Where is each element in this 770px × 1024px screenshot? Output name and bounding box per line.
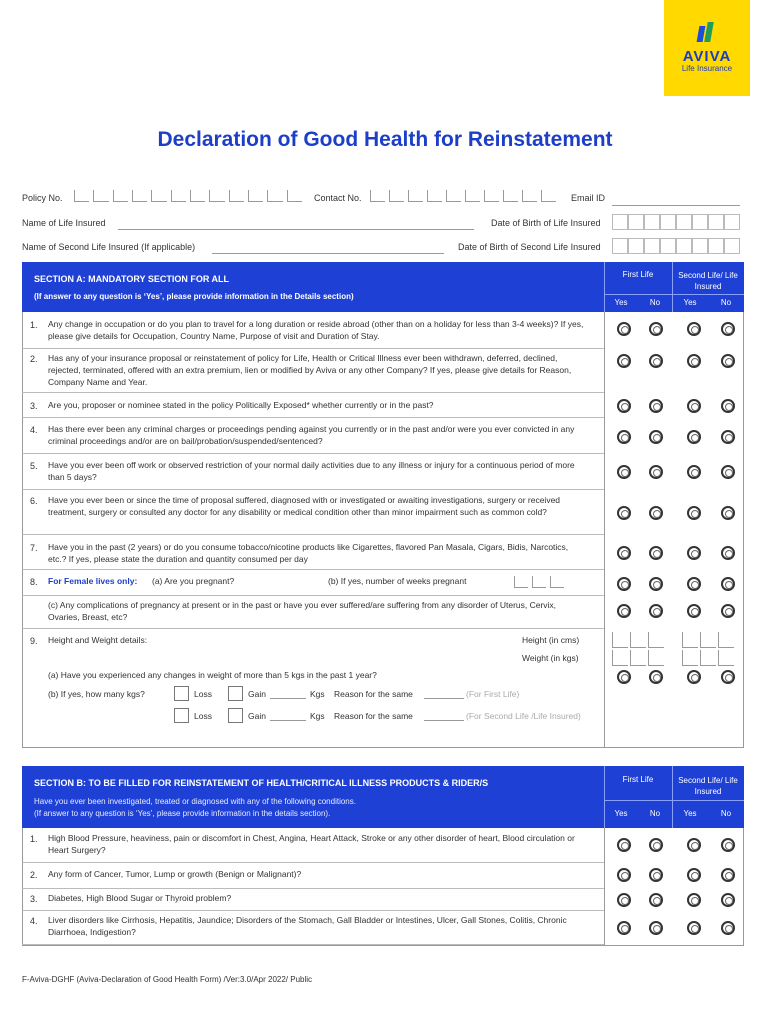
section-a-q6-first-no-radio[interactable] [649,506,663,520]
email-id-field[interactable] [612,205,740,206]
digit-box[interactable] [93,190,108,202]
row-separator [22,534,604,535]
height-first-field[interactable] [612,632,668,648]
date-digit-box[interactable] [692,214,708,230]
question-number: 4. [30,916,38,926]
digit-box[interactable] [630,632,646,648]
digit-box[interactable] [682,632,698,648]
section-a-q2-second-no-radio[interactable] [721,354,735,368]
row-separator [22,417,604,418]
dob-second-life-label: Date of Birth of Second Life Insured [458,242,601,252]
header-divider [604,294,744,295]
question-text: High Blood Pressure, heaviness, pain or discomfort in Chest, Angina, Heart Attack, Stroke or any other disorder of heart, Blood circulation or Heart Surgery? [48,833,575,855]
section-a-q4-second-no-radio[interactable] [721,430,735,444]
date-digit-box[interactable] [660,214,676,230]
date-digit-box[interactable] [612,238,628,254]
question-number: 2. [30,870,38,880]
q9-label: Height and Weight details: [48,635,148,645]
gain-checkbox[interactable] [228,708,243,723]
weight-second-field[interactable] [682,650,738,666]
section-a-q1-first-no-radio[interactable] [649,322,663,336]
date-digit-box[interactable] [676,238,692,254]
section-b-q2-second-yes-radio[interactable] [687,868,701,882]
digit-box[interactable] [648,632,664,648]
date-digit-box[interactable] [676,214,692,230]
date-digit-box[interactable] [692,238,708,254]
column-divider [604,312,605,748]
digit-box[interactable] [408,190,423,202]
reason-label: Reason for the same [334,711,413,721]
date-digit-box[interactable] [628,238,644,254]
gain-label: Gain [248,711,266,721]
section-b-q1-second-yes-radio[interactable] [687,838,701,852]
row-separator [22,910,604,911]
section-a-q6-second-yes-radio[interactable] [687,506,701,520]
section-a-q5-first-yes-radio[interactable] [617,465,631,479]
section-b-q3-first-yes-radio[interactable] [617,893,631,907]
header-divider [604,800,744,801]
section-a-q5-second-yes-radio[interactable] [687,465,701,479]
date-digit-box[interactable] [644,238,660,254]
reason-field[interactable] [424,698,464,699]
date-digit-box[interactable] [708,214,724,230]
digit-box[interactable] [612,632,628,648]
digit-box[interactable] [522,190,537,202]
digit-box[interactable] [465,190,480,202]
q9b-text: (b) If yes, how many kgs? [48,689,145,699]
digit-box[interactable] [630,650,646,666]
q9a-text: (a) Have you experienced any changes in weight of more than 5 kgs in the past 1 year? [48,670,377,680]
digit-box[interactable] [484,190,499,202]
question-number: 9. [30,636,38,646]
digit-box[interactable] [541,190,556,202]
question-number: 7. [30,543,38,553]
digit-box[interactable] [267,190,282,202]
section-a-q5-second-no-radio[interactable] [721,465,735,479]
question-text: Are you, proposer or nominee stated in the policy Politically Exposed* whether currently or in the past? [48,400,434,410]
digit-box[interactable] [648,650,664,666]
dob-life-insured-label: Date of Birth of Life Insured [491,218,601,228]
section-b-q1-first-no-radio[interactable] [649,838,663,852]
q8a-text: (a) Are you pregnant? [152,576,235,586]
row-separator [22,944,604,945]
kgs-label: Kgs [310,689,325,699]
section-b-q2-first-no-radio[interactable] [649,868,663,882]
row-separator [22,489,604,490]
question-text: Has any of your insurance proposal or reinstatement of policy for Life, Health or Critical Illness ever been withdrawn, deferred, declined, rejected, terminated, offered with an extra premium, lien or modified by Aviva or any other Company? If yes, please give details for Reason, Company Name and Year. [48,353,572,387]
aviva-logo [664,0,750,96]
question-text: Diabetes, High Blood Sugar or Thyroid problem? [48,893,232,903]
col-second-life: Second Life/ Life Insured [678,271,738,291]
section-a-q7-first-no-radio[interactable] [649,546,663,560]
gain-checkbox[interactable] [228,686,243,701]
section-a-q2-first-no-radio[interactable] [649,354,663,368]
col-yes: Yes [614,298,628,307]
column-divider [604,828,605,946]
weeks-pregnant-field[interactable] [514,576,570,590]
footer-text: F-Aviva-DGHF (Aviva-Declaration of Good Health Form) /Ver:3.0/Apr 2022/ Public [22,975,313,984]
section-a-q7-second-no-radio[interactable] [721,546,735,560]
digit-box[interactable] [151,190,166,202]
section-b-q2-second-no-radio[interactable] [721,868,735,882]
dob-life-insured-field[interactable] [612,214,740,230]
height-second-field[interactable] [682,632,738,648]
question-number: 4. [30,425,38,435]
section-a-q4-first-yes-radio[interactable] [617,430,631,444]
section-a-q8a-second-no-radio[interactable] [721,577,735,591]
row-separator [22,569,604,570]
question-number: 1. [30,834,38,844]
q8b-text: (b) If yes, number of weeks pregnant [328,576,467,586]
question-number: 3. [30,401,38,411]
digit-box[interactable] [190,190,205,202]
col-yes: Yes [683,809,697,818]
section-a-q8a-first-yes-radio[interactable] [617,577,631,591]
first-life-hint: (For First Life) [466,689,520,699]
col-no: No [649,298,661,307]
name-second-life-field[interactable] [212,253,444,254]
logo-sub: Life Insurance [681,64,733,73]
digit-box[interactable] [503,190,518,202]
section-a-q9a-first-yes-radio[interactable] [617,670,631,684]
loss-checkbox[interactable] [174,708,189,723]
section-a-q1-second-no-radio[interactable] [721,322,735,336]
col-first-life: First Life [622,270,654,279]
digit-box[interactable] [718,650,734,666]
height-label: Height (in cms) [522,635,580,645]
name-second-life-label: Name of Second Life Insured (If applicable) [22,242,196,252]
kgs-field[interactable] [270,720,306,721]
section-a-q1-second-yes-radio[interactable] [687,322,701,336]
row-separator [22,392,604,393]
section-a-q9a-second-yes-radio[interactable] [687,670,701,684]
col-first-life: First Life [622,775,654,784]
digit-box[interactable] [113,190,128,202]
question-text: Any form of Cancer, Tumor, Lump or growth (Benign or Malignant)? [48,869,302,879]
section-a-q3-first-yes-radio[interactable] [617,399,631,413]
digit-box[interactable] [209,190,224,202]
col-second-life: Second Life/ Life Insured [678,776,738,796]
name-life-insured-field[interactable] [118,229,474,230]
section-a-q6-second-no-radio[interactable] [721,506,735,520]
digit-box[interactable] [550,576,564,588]
section-a-q7-second-yes-radio[interactable] [687,546,701,560]
section-a-q3-first-no-radio[interactable] [649,399,663,413]
section-b-q2-first-yes-radio[interactable] [617,868,631,882]
section-a-q4-second-yes-radio[interactable] [687,430,701,444]
policy-no-field[interactable] [74,190,306,204]
section-a-q8c-second-no-radio[interactable] [721,604,735,618]
section-a-q1-first-yes-radio[interactable] [617,322,631,336]
section-a-q3-second-no-radio[interactable] [721,399,735,413]
digit-box[interactable] [287,190,302,202]
row-separator [22,348,604,349]
section-a-q8a-second-yes-radio[interactable] [687,577,701,591]
section-a-q9a-second-no-radio[interactable] [721,670,735,684]
weight-first-field[interactable] [612,650,668,666]
aviva-mark-icon [698,22,716,44]
kgs-field[interactable] [270,698,306,699]
question-number: 8. [30,577,38,587]
date-digit-box[interactable] [724,214,740,230]
kgs-label: Kgs [310,711,325,721]
digit-box[interactable] [370,190,385,202]
digit-box[interactable] [514,576,528,588]
gain-label: Gain [248,689,266,699]
page-title: Declaration of Good Health for Reinstatement [157,128,613,151]
section-a-q5-first-no-radio[interactable] [649,465,663,479]
row-separator [22,453,604,454]
weight-label: Weight (in kgs) [522,653,579,663]
digit-box[interactable] [612,650,628,666]
digit-box[interactable] [171,190,186,202]
row-separator [22,888,604,889]
section-b-subtitle: (If answer to any question is ‘Yes’, please provide information in the details section). [34,809,331,818]
digit-box[interactable] [682,650,698,666]
section-a-q8c-second-yes-radio[interactable] [687,604,701,618]
section-a-q9a-first-no-radio[interactable] [649,670,663,684]
digit-box[interactable] [718,632,734,648]
section-a-q8a-first-no-radio[interactable] [649,577,663,591]
row-separator [22,595,604,596]
question-text: Has there ever been any criminal charges or proceedings pending against you currently or in the past and/or were you ever convicted in any criminal proceedings and/or are on bail/probation/suspended/sentenced? [48,424,575,446]
section-b-q3-first-no-radio[interactable] [649,893,663,907]
section-b-q1-second-no-radio[interactable] [721,838,735,852]
question-number: 3. [30,894,38,904]
reason-field[interactable] [424,720,464,721]
col-yes: Yes [614,809,628,818]
loss-label: Loss [194,711,212,721]
section-a-q3-second-yes-radio[interactable] [687,399,701,413]
contact-no-label: Contact No. [314,193,362,203]
question-number: 2. [30,354,38,364]
policy-no-label: Policy No. [22,193,63,203]
digit-box[interactable] [532,576,546,588]
loss-checkbox[interactable] [174,686,189,701]
section-b-q4-second-yes-radio[interactable] [687,921,701,935]
question-text: Any change in occupation or do you plan to travel for a long duration or reside abroad (other than on a holiday for less than 3-4 weeks)? If yes, please give details for Occupation, Country Name, Purpose of visit and Duration of Stay. [48,319,584,341]
section-b-q3-second-yes-radio[interactable] [687,893,701,907]
col-no: No [720,809,732,818]
section-a-q4-first-no-radio[interactable] [649,430,663,444]
question-text: Have you ever been off work or observed restriction of your normal daily activities due to any illness or injury for a continuous period of more than 5 days? [48,460,575,482]
digit-box[interactable] [132,190,147,202]
section-b-subtitle: Have you ever been investigated, treated or diagnosed with any of the following conditions. [34,797,356,806]
section-a-q6-first-yes-radio[interactable] [617,506,631,520]
section-b-q1-first-yes-radio[interactable] [617,838,631,852]
question-text: Have you ever been or since the time of proposal suffered, diagnosed with or investigated or awaiting investigations, surgery or received treatment, surgery or consulted any doctor for any disability or medical condition other than minor impairment such as common cold? [48,495,561,517]
date-digit-box[interactable] [724,238,740,254]
digit-box[interactable] [427,190,442,202]
row-separator [22,862,604,863]
q8c-text: (c) Any complications of pregnancy at present or in the past or have you ever suffered/are suffering from any disorder of Uterus, Cervix, Ovaries, Breast, etc? [48,600,557,622]
date-digit-box[interactable] [628,214,644,230]
date-digit-box[interactable] [612,214,628,230]
date-digit-box[interactable] [644,214,660,230]
section-a-q2-second-yes-radio[interactable] [687,354,701,368]
reason-label: Reason for the same [334,689,413,699]
digit-box[interactable] [700,650,716,666]
question-text: Liver disorders like Cirrhosis, Hepatitis, Jaundice; Disorders of the Stomach, Gall Bladder or Intestines, Ulcer, Gall Stones, Colitis, Chronic Diarrhoea, Indigestion? [48,915,567,937]
section-a-q7-first-yes-radio[interactable] [617,546,631,560]
email-id-label: Email ID [571,193,606,203]
section-b-q4-second-no-radio[interactable] [721,921,735,935]
second-life-hint: (For Second Life /Life Insured) [466,711,581,721]
section-b-q4-first-no-radio[interactable] [649,921,663,935]
name-life-insured-label: Name of Life Insured [22,218,106,228]
digit-box[interactable] [446,190,461,202]
section-b-q4-first-yes-radio[interactable] [617,921,631,935]
q8-label: For Female lives only: [48,576,138,586]
digit-box[interactable] [74,190,89,202]
digit-box[interactable] [700,632,716,648]
section-a-title: SECTION A: MANDATORY SECTION FOR ALL [34,274,229,284]
dob-second-life-field[interactable] [612,238,740,254]
row-separator [22,628,604,629]
section-b-q3-second-no-radio[interactable] [721,893,735,907]
contact-no-field[interactable] [370,190,560,204]
digit-box[interactable] [248,190,263,202]
digit-box[interactable] [229,190,244,202]
date-digit-box[interactable] [708,238,724,254]
question-number: 6. [30,496,38,506]
section-a-subtitle: (If answer to any question is ‘Yes’, please provide information in the Details section) [34,292,354,301]
section-a-q8c-first-no-radio[interactable] [649,604,663,618]
section-a-q2-first-yes-radio[interactable] [617,354,631,368]
col-no: No [720,298,732,307]
question-number: 5. [30,461,38,471]
question-text: Have you in the past (2 years) or do you consume tobacco/nicotine products like Cigarettes, flavored Pan Masala, Cigars, Bidis, Narcotics, etc.? If yes, please state the duration and quantity consumed per day [48,542,569,564]
date-digit-box[interactable] [660,238,676,254]
col-yes: Yes [683,298,697,307]
col-no: No [649,809,661,818]
question-number: 1. [30,320,38,330]
section-b-title: SECTION B: TO BE FILLED FOR REINSTATEMENT OF HEALTH/CRITICAL ILLNESS PRODUCTS & RIDER/S [34,778,489,788]
digit-box[interactable] [389,190,404,202]
section-a-q8c-first-yes-radio[interactable] [617,604,631,618]
logo-brand: AVIVA [682,48,732,65]
loss-label: Loss [194,689,212,699]
